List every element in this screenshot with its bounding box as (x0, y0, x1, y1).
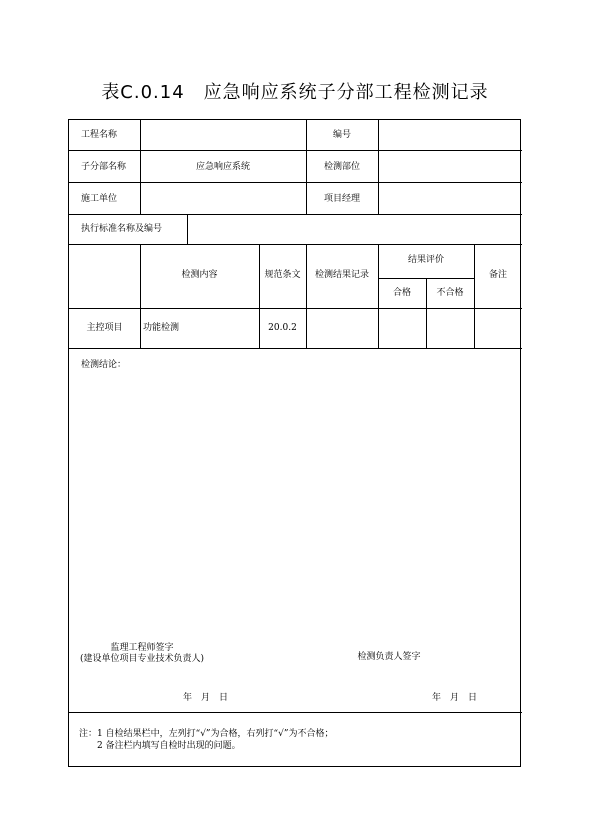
col-divider (306, 244, 307, 348)
header-result-record: 检测结果记录 (314, 270, 369, 280)
project-manager-label: 项目经理 (323, 194, 360, 204)
date-right: 年 月 日 (432, 693, 478, 703)
project-name-label: 工程名称 (81, 130, 118, 140)
row-fail-field[interactable] (429, 315, 471, 343)
inspection-record-form (68, 119, 521, 767)
inspection-part-field[interactable] (385, 162, 515, 173)
header-remark: 备注 (488, 270, 507, 280)
inspector-signature-label: 检测负责人签字 (357, 652, 421, 662)
row-divider (69, 244, 522, 245)
col-divider (378, 120, 379, 214)
row-divider (69, 182, 522, 183)
subdivision-label: 子分部名称 (81, 162, 127, 172)
row-inspection-content: 功能检测 (143, 323, 180, 333)
header-fail: 不合格 (436, 288, 464, 298)
row-category: 主控项目 (86, 323, 123, 333)
number-label: 编号 (332, 130, 351, 140)
form-title: 表C.0.14 应急响应系统子分部工程检测记录 (101, 82, 489, 103)
supervisor-title: 监理工程师签字 (110, 643, 174, 653)
date-left: 年 月 日 (183, 693, 229, 703)
header-inspection-content: 检测内容 (181, 270, 218, 280)
supervisor-subtitle: (建设单位项目专业技术负责人) (79, 654, 205, 664)
row-divider (69, 214, 522, 215)
standard-field[interactable] (194, 224, 514, 235)
project-manager-field[interactable] (385, 194, 515, 205)
header-spec-clause: 规范条文 (264, 270, 301, 280)
col-divider (187, 214, 188, 244)
project-name-field[interactable] (147, 130, 299, 141)
row-spec-clause: 20.0.2 (268, 323, 297, 333)
col-divider (474, 244, 475, 348)
form-note: 注：1 自检结果栏中，左列打“√”为合格，右列打“√”为不合格； 2 备注栏内填写自检时出现的问题。 (79, 729, 334, 751)
row-remark-field[interactable] (477, 315, 519, 343)
row-result-record-field[interactable] (310, 315, 374, 343)
conclusion-label: 检测结论： (81, 360, 127, 370)
subdivision-value[interactable]: 应急响应系统 (195, 162, 250, 172)
construction-unit-label: 施工单位 (81, 194, 118, 204)
inspection-part-label: 检测部位 (323, 162, 360, 172)
conclusion-field[interactable] (81, 376, 511, 626)
standard-label: 执行标准名称及编号 (81, 224, 163, 234)
row-divider (69, 348, 522, 349)
header-result-evaluation: 结果评价 (407, 255, 444, 265)
row-divider (69, 712, 522, 713)
supervisor-signature-label (69, 643, 215, 665)
number-field[interactable] (385, 130, 515, 141)
col-divider (140, 244, 141, 348)
row-divider (69, 308, 522, 309)
header-pass: 合格 (392, 288, 411, 298)
row-divider (69, 150, 522, 151)
construction-unit-field[interactable] (147, 194, 299, 205)
row-pass-field[interactable] (381, 315, 423, 343)
